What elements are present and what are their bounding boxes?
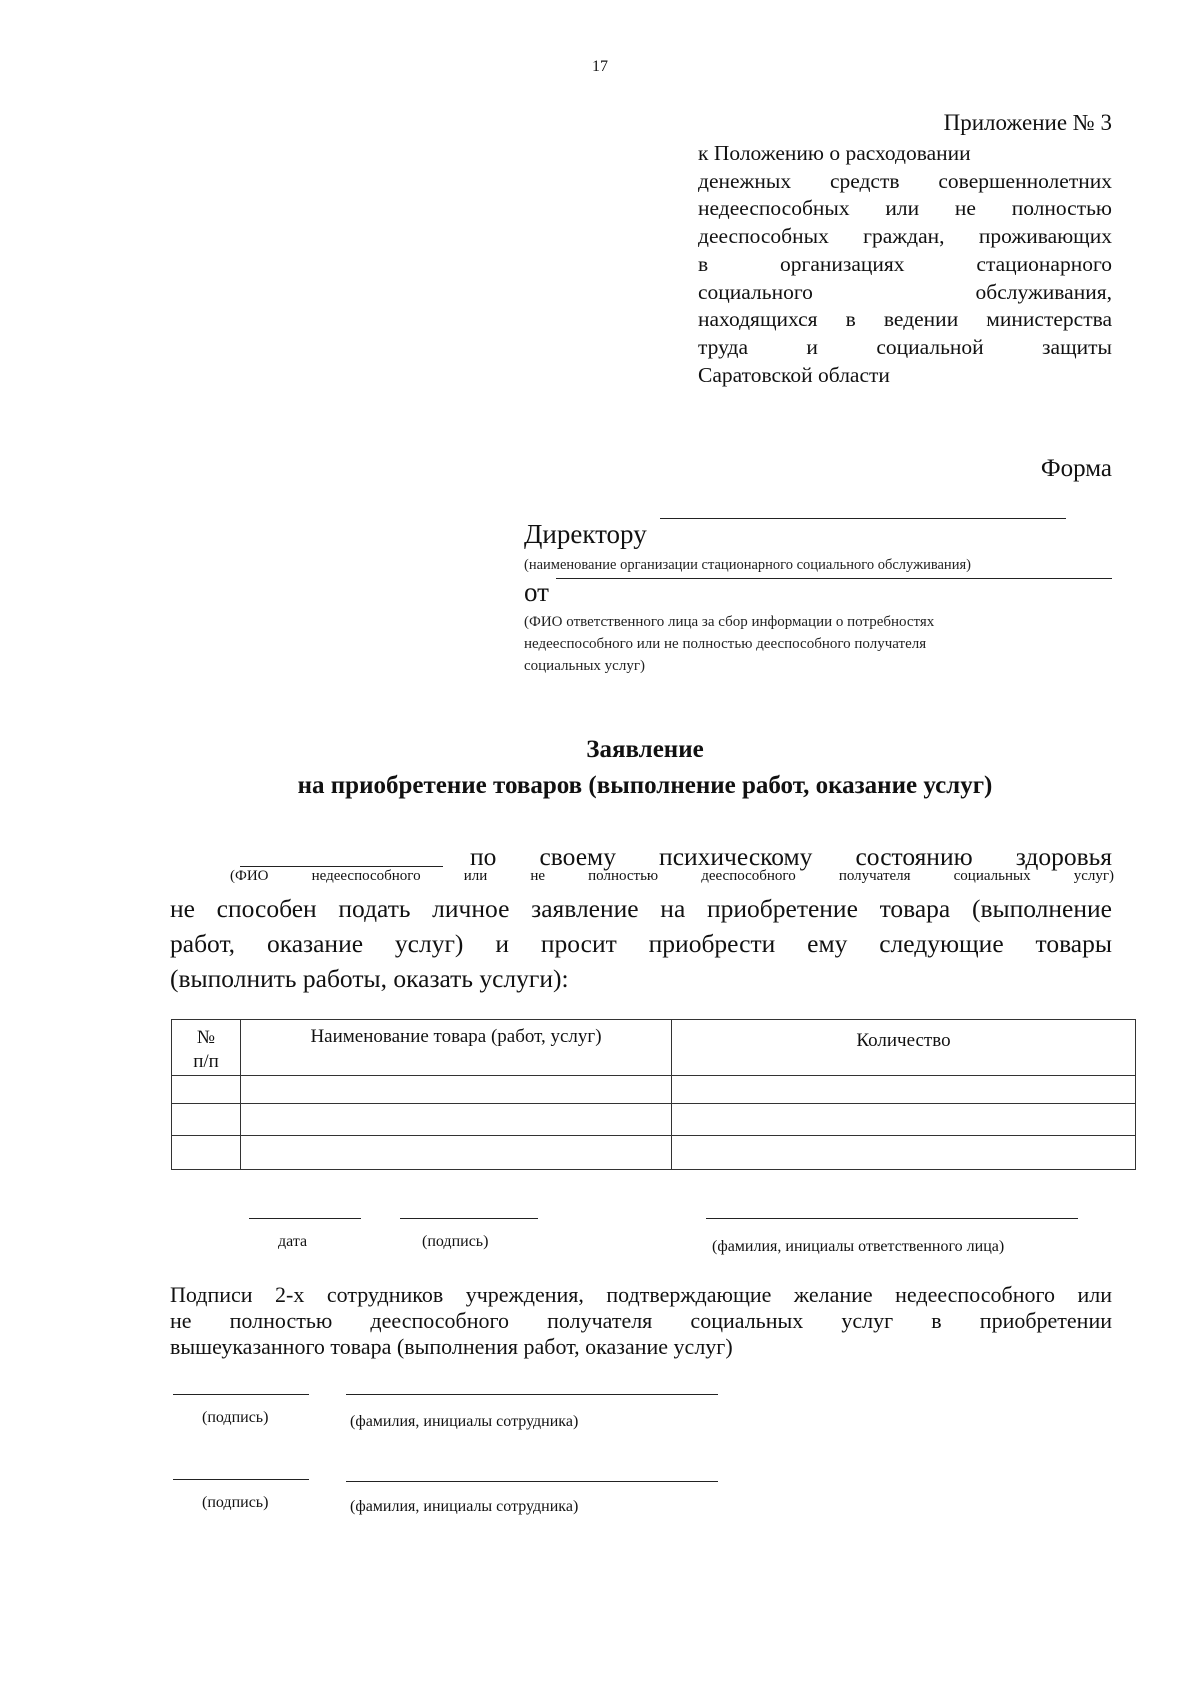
table-cell[interactable]: [172, 1076, 241, 1104]
employees-line-3: вышеуказанного товара (выполнения работ, оказание услуг): [170, 1334, 733, 1359]
appendix-line: в организациях стационарного: [698, 251, 1112, 276]
from-caption: [524, 611, 934, 677]
table-cell[interactable]: [672, 1104, 1136, 1136]
appendix-line: находящихся в ведении министерства: [698, 307, 1112, 332]
appendix-line: недееспособных или не полностью: [698, 196, 1112, 221]
statement-body: [170, 891, 1112, 996]
table-cell[interactable]: [172, 1104, 241, 1136]
table-cell[interactable]: [672, 1136, 1136, 1170]
statement-subtitle: на приобретение товаров (выполнение работ, оказание услуг): [297, 772, 993, 799]
from-caption-line: недееспособного или не полностью дееспособного получателя: [524, 636, 927, 652]
director-caption: (наименование организации стационарного социального обслуживания): [524, 557, 971, 573]
from-caption-line: социальных услуг): [524, 658, 645, 674]
employee1-name-field[interactable]: [346, 1394, 718, 1395]
from-caption-line: (ФИО ответственного лица за сбор информации о потребностях: [524, 614, 935, 630]
table-row[interactable]: [172, 1104, 1136, 1136]
director-field[interactable]: [660, 518, 1066, 519]
recipient-name-field[interactable]: [240, 866, 443, 867]
table-row[interactable]: [172, 1136, 1136, 1170]
employees-paragraph: [170, 1282, 1112, 1360]
page-number: 17: [592, 58, 608, 75]
employee2-name-field[interactable]: [346, 1481, 718, 1482]
appendix-line: денежных средств совершеннолетних: [698, 168, 1112, 193]
date-caption: дата: [278, 1233, 308, 1250]
responsible-caption: (фамилия, инициалы ответственного лица): [712, 1238, 1005, 1255]
column-header-name: Наименование товара (работ, услуг): [241, 1020, 672, 1076]
table-cell[interactable]: [241, 1076, 672, 1104]
statement-line-3: работ, оказание услуг) и просит приобрести ему следующие товары: [170, 929, 1112, 958]
employee1-name-caption: (фамилия, инициалы сотрудника): [350, 1413, 579, 1430]
appendix-line: к Положению о расходовании: [698, 141, 971, 165]
statement-line-4: (выполнить работы, оказать услуги):: [170, 964, 569, 993]
form-label: Форма: [1040, 455, 1112, 482]
responsible-name-field[interactable]: [706, 1218, 1078, 1219]
table-cell[interactable]: [172, 1136, 241, 1170]
appendix-line: Саратовской области: [698, 362, 890, 387]
table-row[interactable]: [172, 1076, 1136, 1104]
column-header-number-line2: п/п: [193, 1051, 219, 1072]
recipient-caption: (ФИО недееспособного или не полностью дееспособного получателя социальных услуг): [230, 868, 1114, 884]
statement-title: Заявление: [586, 736, 704, 763]
employee2-signature-caption: (подпись): [202, 1494, 269, 1511]
employee1-signature-field[interactable]: [173, 1394, 309, 1395]
employee2-name-caption: (фамилия, инициалы сотрудника): [350, 1498, 579, 1515]
appendix-line: социального обслуживания,: [698, 279, 1112, 304]
employees-line-1: Подписи 2-х сотрудников учреждения, подтверждающие желание недееспособного или: [170, 1282, 1112, 1307]
items-table: [171, 1019, 1136, 1170]
column-header-quantity: Количество: [672, 1020, 1136, 1076]
from-field[interactable]: [556, 578, 1112, 579]
employee1-signature-caption: (подпись): [202, 1409, 269, 1426]
signature-caption: (подпись): [422, 1233, 489, 1250]
employee2-signature-field[interactable]: [173, 1479, 309, 1480]
appendix-line: дееспособных граждан, проживающих: [698, 224, 1112, 249]
statement-line-2: не способен подать личное заявление на приобретение товара (выполнение: [170, 894, 1112, 923]
employees-line-2: не полностью дееспособного получателя социальных услуг в приобретении: [170, 1308, 1112, 1333]
director-label: Директору: [524, 519, 647, 549]
signature-field[interactable]: [400, 1218, 538, 1219]
from-label: от: [524, 577, 549, 607]
column-header-number-line1: №: [196, 1027, 216, 1048]
column-header-number: [172, 1020, 241, 1076]
table-header-row: [172, 1020, 1136, 1076]
appendix-line: труда и социальной защиты: [698, 334, 1112, 359]
table-cell[interactable]: [241, 1104, 672, 1136]
date-field[interactable]: [249, 1218, 361, 1219]
appendix-title: Приложение № 3: [943, 110, 1112, 135]
statement-line-1: по своему психическому состоянию здоровья: [470, 842, 1112, 871]
table-cell[interactable]: [672, 1076, 1136, 1104]
appendix-reference: [698, 140, 1112, 389]
table-cell[interactable]: [241, 1136, 672, 1170]
